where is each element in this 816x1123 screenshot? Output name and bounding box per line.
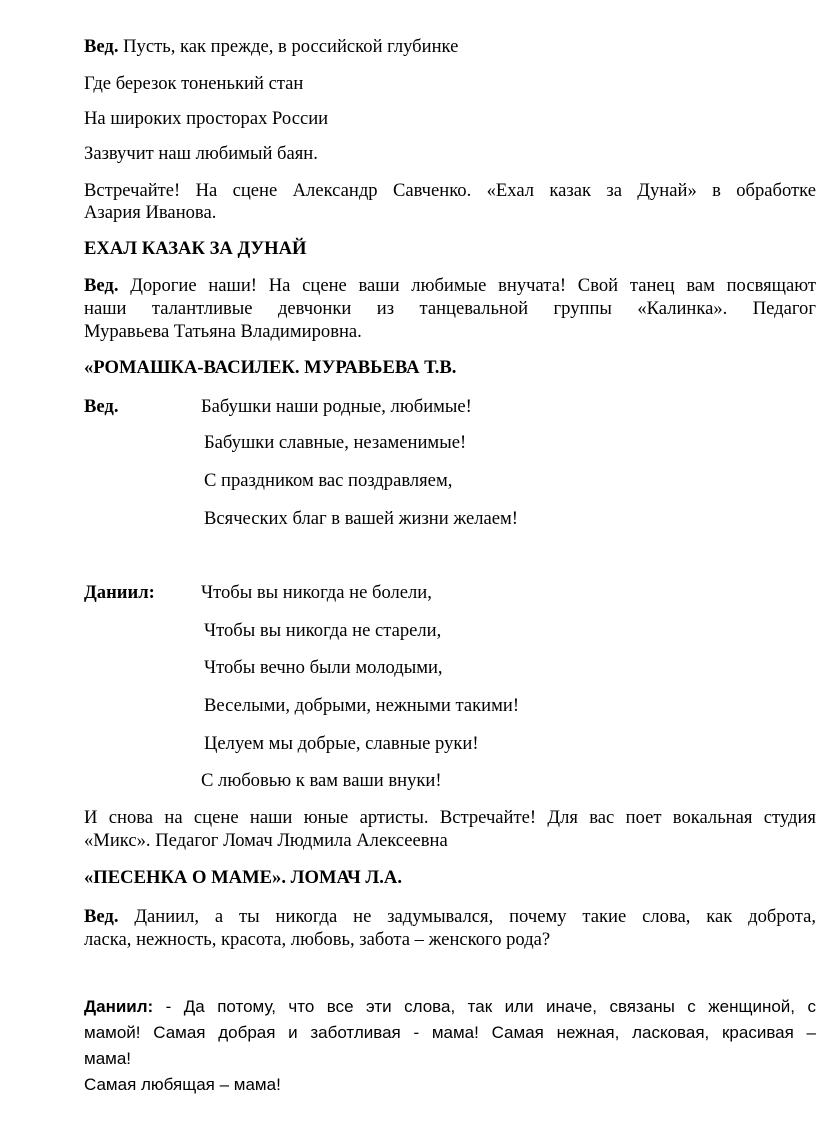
poem-line: Всяческих благ в вашей жизни желаем! <box>204 508 518 529</box>
speaker-label: Вед. <box>84 36 119 57</box>
paragraph-line: мама! <box>84 1049 132 1068</box>
paragraph-line <box>84 994 816 1020</box>
paragraph-line: Встречайте! На сцене Александр Савченко. «Ехал казак за Дунай» в обработке <box>84 180 816 201</box>
verse-line: На широких просторах России <box>84 108 329 129</box>
section-heading: «ПЕСЕНКА О МАМЕ». ЛОМАЧ Л.А. <box>84 867 402 888</box>
paragraph-line: «Микс». Педагог Ломач Людмила Алексеевна <box>84 830 448 851</box>
paragraph-text: Даниил, а ты никогда не задумывался, почему такие слова, как доброта, <box>118 906 816 927</box>
poem-line: С праздником вас поздравляем, <box>204 470 453 491</box>
paragraph-text: Дорогие наши! На сцене ваши любимые внучата! Свой танец вам посвящают <box>118 275 816 296</box>
speaker-label: Даниил: <box>84 582 155 603</box>
paragraph-line: Азария Иванова. <box>84 202 217 223</box>
paragraph-line <box>84 906 816 928</box>
verse-line: Где березок тоненький стан <box>84 73 304 94</box>
speaker-label: Вед. <box>84 906 119 927</box>
poem-line: Бабушки наши родные, любимые! <box>201 396 472 417</box>
verse-line: Зазвучит наш любимый баян. <box>84 143 318 164</box>
poem-line: Чтобы вечно были молодыми, <box>204 657 443 678</box>
speaker-label: Даниил: <box>84 997 154 1016</box>
section-heading: «РОМАШКА-ВАСИЛЕК. МУРАВЬЕВА Т.В. <box>84 357 457 378</box>
paragraph-text: - Да потому, что все эти слова, так или иначе, связаны с женщиной, с <box>153 997 816 1016</box>
paragraph-line: Муравьева Татьяна Владимировна. <box>84 321 362 342</box>
paragraph-line: наши талантливые девчонки из танцевальной группы «Калинка». Педагог <box>84 298 816 319</box>
paragraph-line <box>84 275 816 297</box>
verse-line <box>84 36 458 58</box>
paragraph-line: ласка, нежность, красота, любовь, забота – женского рода? <box>84 929 551 950</box>
speaker-label: Вед. <box>84 396 119 417</box>
section-heading: ЕХАЛ КАЗАК ЗА ДУНАЙ <box>84 238 307 259</box>
poem-line: Чтобы вы никогда не болели, <box>201 582 432 603</box>
verse-text: Пусть, как прежде, в российской глубинке <box>118 36 459 57</box>
paragraph-line: И снова на сцене наши юные артисты. Встречайте! Для вас поет вокальная студия <box>84 807 816 828</box>
speaker-label: Вед. <box>84 275 119 296</box>
poem-line: Чтобы вы никогда не старели, <box>204 620 442 641</box>
poem-line: Веселыми, добрыми, нежными такими! <box>204 695 520 716</box>
poem-line: Бабушки славные, незаменимые! <box>204 432 467 453</box>
poem-line: Целуем мы добрые, славные руки! <box>204 733 479 754</box>
paragraph-line: Самая любящая – мама! <box>84 1075 281 1094</box>
paragraph-line: мамой! Самая добрая и заботливая - мама! Самая нежная, ласковая, красивая – <box>84 1023 816 1042</box>
poem-line: С любовью к вам ваши внуки! <box>201 770 442 791</box>
